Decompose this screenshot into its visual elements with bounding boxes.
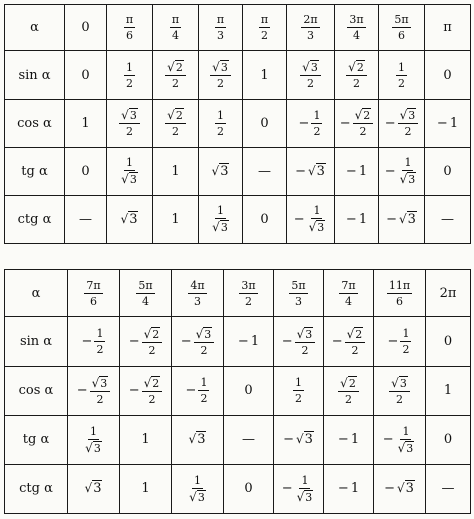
trig-table-bottom-body [5, 270, 471, 514]
table_top-header-cell: $\frac{2\pi}{3}$ [287, 5, 335, 51]
table_bottom-value-cell: − $\frac{1}{2}$ [172, 366, 224, 415]
trig-table-top-body [5, 5, 471, 244]
table_top-row-label: sin α [5, 51, 65, 99]
table_bottom-value-cell: − $\frac{√3}{2}$ [68, 366, 120, 415]
table_bottom-value-cell: $\frac{1}{√3}$ [172, 464, 224, 513]
table_top-value-cell: − 1 [335, 195, 379, 243]
table_top-value-cell: 1 [153, 195, 199, 243]
table_bottom-value-cell: 0 [426, 317, 471, 366]
table_bottom-header-cell: $\frac{5\pi}{4}$ [120, 270, 172, 317]
table_top-value-cell: $\frac{√3}{2}$ [199, 51, 243, 99]
table_top-value-cell: — [65, 195, 107, 243]
table_top-value-cell: $\frac{√3}{2}$ [107, 99, 153, 147]
table_top-value-cell: − √3 [287, 147, 335, 195]
table_bottom-header-cell: α [5, 270, 68, 317]
table_bottom-value-cell: − $\frac{√3}{2}$ [172, 317, 224, 366]
table_bottom-value-cell: √3 [172, 415, 224, 464]
table_top-value-cell: − 1 [425, 99, 471, 147]
table_bottom-value-cell: − $\frac{1}{2}$ [68, 317, 120, 366]
table_bottom-header-cell: 2π [426, 270, 471, 317]
table_bottom-row [5, 415, 471, 464]
table_top-row-label: tg α [5, 147, 65, 195]
table_top-header-row [5, 5, 471, 51]
table_top-header-cell: $\frac{\pi}{4}$ [153, 5, 199, 51]
table_bottom-value-cell: 0 [224, 366, 274, 415]
table_top-value-cell: $\frac{1}{√3}$ [107, 147, 153, 195]
table_top-value-cell: $\frac{1}{√3}$ [199, 195, 243, 243]
table_bottom-value-cell: − $\frac{√3}{2}$ [274, 317, 324, 366]
table_top-value-cell: √3 [107, 195, 153, 243]
table_bottom-row [5, 464, 471, 513]
table_bottom-value-cell: — [426, 464, 471, 513]
table_top-value-cell: 0 [425, 147, 471, 195]
table_bottom-row [5, 366, 471, 415]
table_top-value-cell: − $\frac{√3}{2}$ [379, 99, 425, 147]
table_bottom-header-cell: $\frac{11\pi}{6}$ [374, 270, 426, 317]
table_top-value-cell: − $\frac{1}{√3}$ [287, 195, 335, 243]
table_bottom-row [5, 317, 471, 366]
table_bottom-value-cell: − 1 [324, 415, 374, 464]
table_top-value-cell: $\frac{1}{2}$ [107, 51, 153, 99]
table_top-value-cell: 0 [425, 51, 471, 99]
table_bottom-value-cell: √3 [68, 464, 120, 513]
table_top-row-label: ctg α [5, 195, 65, 243]
table_top-value-cell: 1 [243, 51, 287, 99]
table_top-header-cell: α [5, 5, 65, 51]
table_bottom-value-cell: 1 [120, 415, 172, 464]
table_top-value-cell: $\frac{1}{2}$ [379, 51, 425, 99]
table_bottom-value-cell: $\frac{1}{2}$ [274, 366, 324, 415]
table_top-header-cell: π [425, 5, 471, 51]
table_bottom-value-cell: − $\frac{1}{√3}$ [374, 415, 426, 464]
table_top-value-cell: $\frac{1}{2}$ [199, 99, 243, 147]
table_top-header-cell: $\frac{5\pi}{6}$ [379, 5, 425, 51]
table_top-header-cell: $\frac{\pi}{3}$ [199, 5, 243, 51]
table_top-value-cell: 0 [65, 147, 107, 195]
table_bottom-value-cell: − $\frac{√2}{2}$ [324, 317, 374, 366]
table_bottom-header-cell: $\frac{3\pi}{2}$ [224, 270, 274, 317]
table_bottom-value-cell: − $\frac{1}{2}$ [374, 317, 426, 366]
table_bottom-value-cell: − 1 [224, 317, 274, 366]
table_bottom-value-cell: 0 [426, 415, 471, 464]
table_bottom-header-cell: $\frac{5\pi}{3}$ [274, 270, 324, 317]
table_top-value-cell: − $\frac{1}{√3}$ [379, 147, 425, 195]
table_bottom-header-cell: $\frac{7\pi}{4}$ [324, 270, 374, 317]
table_top-row [5, 99, 471, 147]
table_top-row [5, 147, 471, 195]
table_bottom-value-cell: − $\frac{√2}{2}$ [120, 317, 172, 366]
table_bottom-value-cell: − $\frac{1}{√3}$ [274, 464, 324, 513]
table_top-value-cell: $\frac{√2}{2}$ [335, 51, 379, 99]
table_bottom-value-cell: − √3 [274, 415, 324, 464]
trig-table-top [4, 4, 471, 244]
table_bottom-value-cell: 1 [120, 464, 172, 513]
table_bottom-row-label: ctg α [5, 464, 68, 513]
table_top-value-cell: − $\frac{1}{2}$ [287, 99, 335, 147]
table_bottom-row-label: cos α [5, 366, 68, 415]
table_top-value-cell: √3 [199, 147, 243, 195]
table_top-value-cell: − 1 [335, 147, 379, 195]
table_top-header-cell: $\frac{\pi}{2}$ [243, 5, 287, 51]
table_top-row-label: cos α [5, 99, 65, 147]
table_bottom-value-cell: $\frac{1}{√3}$ [68, 415, 120, 464]
table_top-value-cell: 0 [65, 51, 107, 99]
table_top-value-cell: — [425, 195, 471, 243]
table_top-header-cell: $\frac{\pi}{6}$ [107, 5, 153, 51]
table_bottom-row-label: sin α [5, 317, 68, 366]
table_top-value-cell: $\frac{√3}{2}$ [287, 51, 335, 99]
table_top-value-cell: 1 [153, 147, 199, 195]
table_bottom-value-cell: — [224, 415, 274, 464]
table_top-value-cell: $\frac{√2}{2}$ [153, 99, 199, 147]
table_bottom-header-cell: $\frac{7\pi}{6}$ [68, 270, 120, 317]
table_top-header-cell: 0 [65, 5, 107, 51]
table_bottom-value-cell: − √3 [374, 464, 426, 513]
table_bottom-value-cell: $\frac{√2}{2}$ [324, 366, 374, 415]
table_bottom-value-cell: 1 [426, 366, 471, 415]
table_top-value-cell: — [243, 147, 287, 195]
table_top-value-cell: 1 [65, 99, 107, 147]
table_bottom-row-label: tg α [5, 415, 68, 464]
table_top-value-cell: 0 [243, 99, 287, 147]
table_top-row [5, 195, 471, 243]
table_bottom-value-cell: 0 [224, 464, 274, 513]
table_top-value-cell: 0 [243, 195, 287, 243]
table_bottom-value-cell: $\frac{√3}{2}$ [374, 366, 426, 415]
table_bottom-header-cell: $\frac{4\pi}{3}$ [172, 270, 224, 317]
trig-table-bottom [4, 269, 471, 514]
table_bottom-value-cell: − $\frac{√2}{2}$ [120, 366, 172, 415]
table_top-value-cell: − $\frac{√2}{2}$ [335, 99, 379, 147]
table_top-value-cell: $\frac{√2}{2}$ [153, 51, 199, 99]
table_top-header-cell: $\frac{3\pi}{4}$ [335, 5, 379, 51]
table_bottom-header-row [5, 270, 471, 317]
table_bottom-value-cell: − 1 [324, 464, 374, 513]
table_top-row [5, 51, 471, 99]
table_top-value-cell: − √3 [379, 195, 425, 243]
